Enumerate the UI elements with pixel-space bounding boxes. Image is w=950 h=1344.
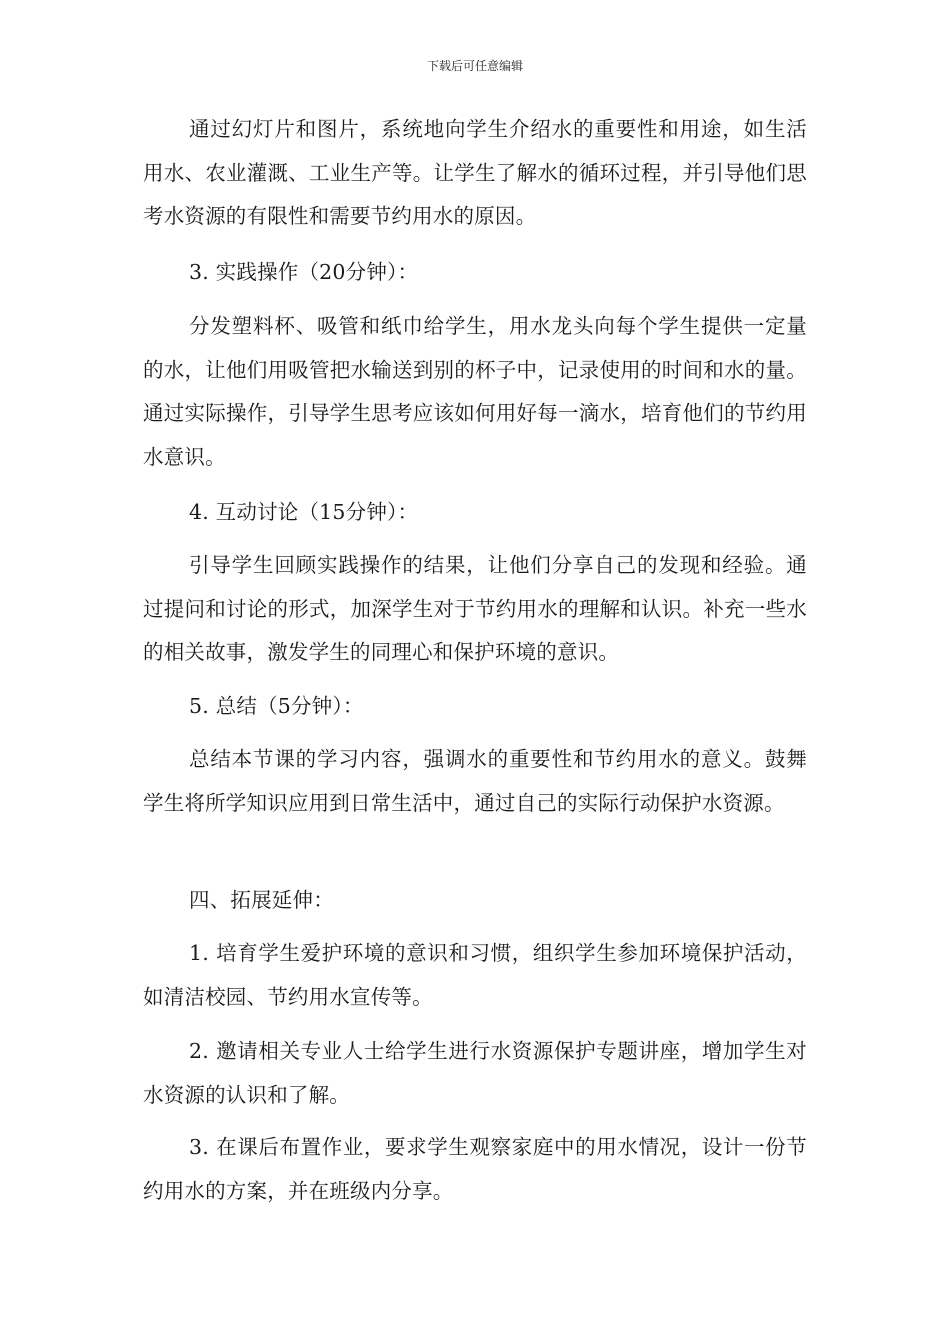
list-item-extension-3: 3. 在课后布置作业，要求学生观察家庭中的用水情况，设计一份节约用水的方案，并在班级内分享。 [143, 1135, 807, 1203]
paragraph-intro: 通过幻灯片和图片，系统地向学生介绍水的重要性和用途，如生活用水、农业灌溉、工业生产等。让学生了解水的循环过程，并引导他们思考水资源的有限性和需要节约用水的原因。 [143, 117, 807, 228]
paragraph-discussion: 引导学生回顾实践操作的结果，让他们分享自己的发现和经验。通过提问和讨论的形式，加深学生对于节约用水的理解和认识。补充一些水的相关故事，激发学生的同理心和保护环境的意识。 [143, 553, 807, 664]
page-header: 下载后可任意编辑 [426, 59, 523, 73]
section-heading-summary: 5. 总结（5分钟）： [189, 694, 364, 718]
paragraph-summary: 总结本节课的学习内容，强调水的重要性和节约用水的意义。鼓舞学生将所学知识应用到日常生活中，通过自己的实际行动保护水资源。 [143, 747, 807, 815]
section-heading-practice: 3. 实践操作（20分钟）： [189, 260, 419, 284]
section-heading-discussion: 4. 互动讨论（15分钟）： [189, 500, 419, 524]
list-item-extension-1: 1. 培育学生爱护环境的意识和习惯，组织学生参加环境保护活动，如清洁校园、节约用水宣传等。 [143, 941, 807, 1009]
list-item-extension-2: 2. 邀请相关专业人士给学生进行水资源保护专题讲座，增加学生对水资源的认识和了解。 [143, 1039, 807, 1107]
section-heading-extension: 四、拓展延伸： [189, 888, 334, 912]
paragraph-practice: 分发塑料杯、吸管和纸巾给学生，用水龙头向每个学生提供一定量的水，让他们用吸管把水输送到别的杯子中，记录使用的时间和水的量。通过实际操作，引导学生思考应该如何用好每一滴水，培育他们的节约用水意识。 [143, 314, 807, 469]
